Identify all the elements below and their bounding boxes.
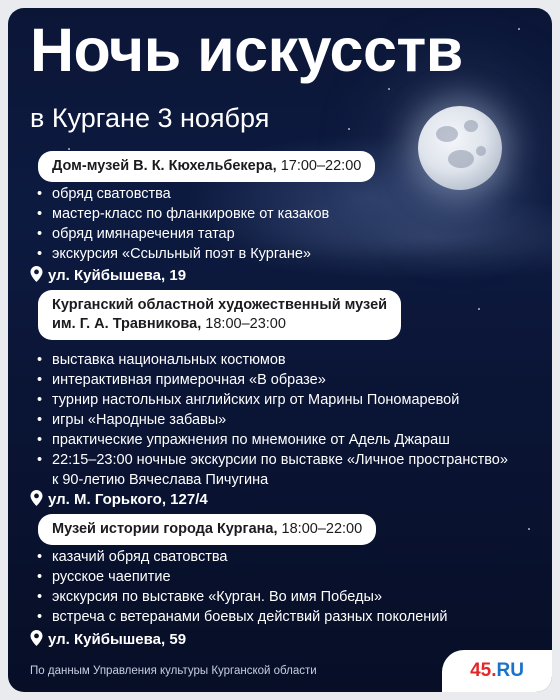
star xyxy=(68,148,70,150)
star xyxy=(518,28,520,30)
list-item: • выставка национальных костюмов xyxy=(30,350,508,370)
map-pin-icon xyxy=(30,630,43,646)
map-pin-icon xyxy=(30,490,43,506)
logo-ru: RU xyxy=(496,660,524,681)
logo-dot: . xyxy=(491,660,497,681)
map-pin-icon xyxy=(30,266,43,282)
list-item: • экскурсия «Ссыльный поэт в Кургане» xyxy=(30,244,329,264)
page-subtitle: в Кургане 3 ноября xyxy=(30,103,270,133)
venue-address xyxy=(30,490,208,510)
venue-time: 17:00–22:00 xyxy=(280,158,362,174)
list-item: • встреча с ветеранами боевых действий разных поколений xyxy=(30,607,447,627)
venue-name: Музей истории города Кургана, xyxy=(52,521,278,537)
venue-time: 18:00–22:00 xyxy=(281,521,363,537)
list-item: • казачий обряд сватовства xyxy=(30,547,447,567)
list-item: • русское чаепитие xyxy=(30,567,447,587)
star xyxy=(348,128,350,130)
venue-name-line2: им. Г. А. Травникова, xyxy=(52,316,202,332)
address-text: ул. Куйбышева, 19 xyxy=(48,267,187,284)
venue-time: 18:00–23:00 xyxy=(205,316,286,332)
list-item: • турнир настольных английских игр от Марины Пономаревой xyxy=(30,390,508,410)
site-logo[interactable] xyxy=(442,650,552,692)
star xyxy=(388,88,390,90)
logo-number: 45 xyxy=(470,660,492,681)
venue-header xyxy=(38,290,401,340)
list-item: • 22:15–23:00 ночные экскурсии по выставке «Личное пространство» xyxy=(30,450,508,470)
venue-header xyxy=(38,514,376,545)
venue-header xyxy=(38,151,375,182)
list-item: • обряд имянаречения татар xyxy=(30,224,329,244)
venue-name: Дом-музей В. К. Кюхельбекера, xyxy=(52,158,277,174)
star xyxy=(478,308,480,310)
list-item-continuation: к 90-летию Вячеслава Пичугина xyxy=(52,472,269,488)
address-text: ул. М. Горького, 127/4 xyxy=(48,491,208,508)
venue-activities xyxy=(30,350,508,490)
venue-activities xyxy=(30,184,329,264)
page-title: Ночь искусств xyxy=(30,16,463,84)
list-item: • интерактивная примерочная «В образе» xyxy=(30,370,508,390)
venue-name: Курганский областной художественный музей xyxy=(52,297,388,313)
star xyxy=(528,528,530,530)
list-item: • практические упражнения по мнемонике от Адель Джараш xyxy=(30,430,508,450)
list-item: • экскурсия по выставке «Курган. Во имя Победы» xyxy=(30,587,447,607)
venue-address xyxy=(30,266,186,286)
venue-activities xyxy=(30,547,447,627)
list-item: • обряд сватовства xyxy=(30,184,329,204)
source-note: По данным Управления культуры Курганской области xyxy=(30,665,317,677)
address-text: ул. Куйбышева, 59 xyxy=(48,631,187,648)
moon-illustration xyxy=(418,106,502,190)
list-item: • игры «Народные забавы» xyxy=(30,410,508,430)
list-item: • мастер-класс по фланкировке от казаков xyxy=(30,204,329,224)
venue-address xyxy=(30,630,186,650)
poster-card xyxy=(8,8,552,692)
